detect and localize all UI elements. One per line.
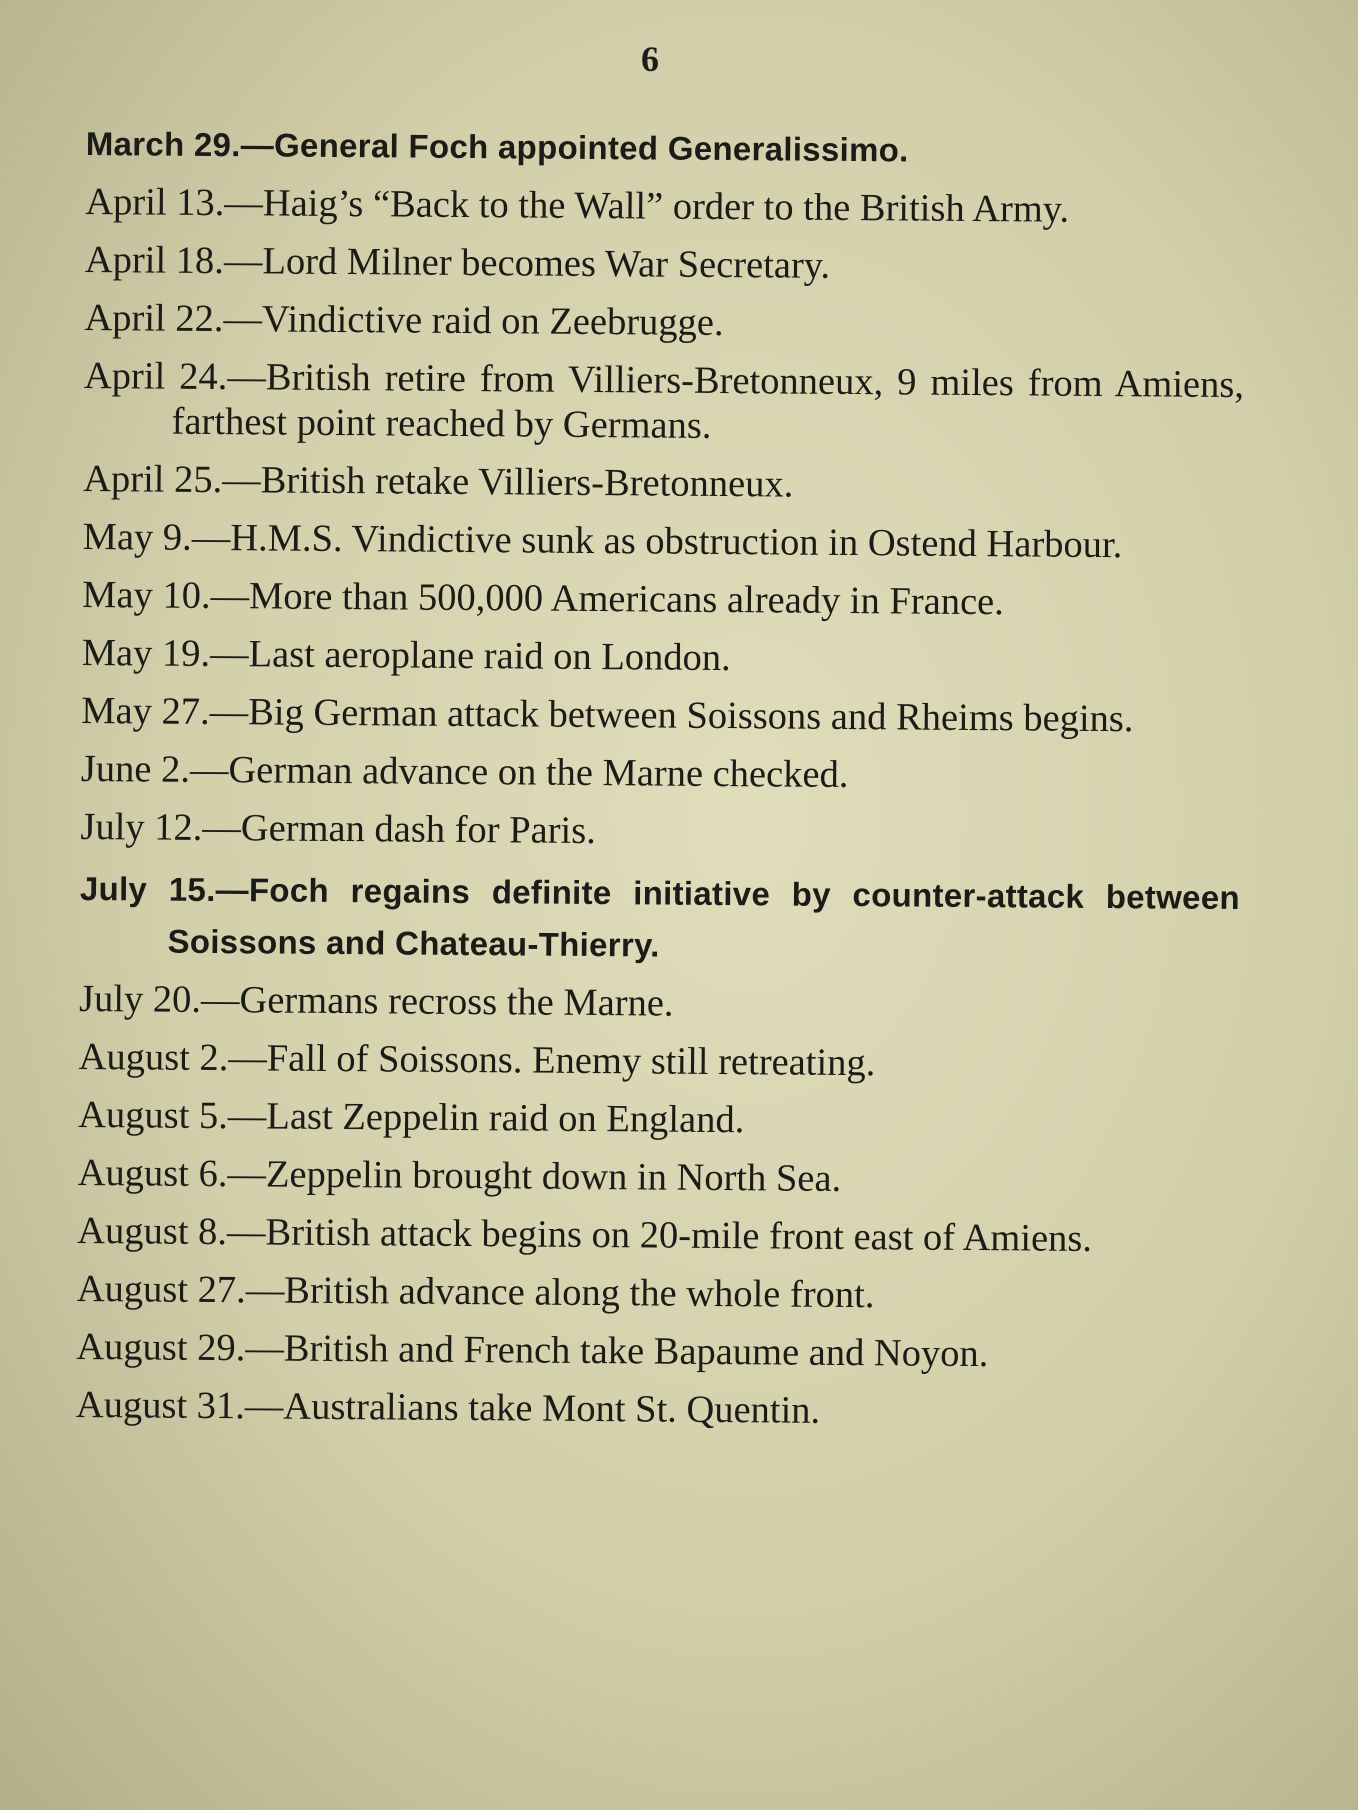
entry-text: —Last aeroplane raid on London. [209, 632, 731, 680]
entry-text: —Germans recross the Marne. [200, 978, 674, 1025]
entry-text: —British and French take Bapaume and Noyon. [245, 1327, 989, 1376]
entry-date: August 6. [77, 1151, 228, 1196]
chronology-entry [81, 747, 1241, 801]
entry-date: May 27. [81, 689, 210, 733]
entry-text: —British advance along the whole front. [245, 1269, 875, 1317]
page-number: 6 [641, 39, 659, 79]
chronology-entry [82, 631, 1242, 685]
entry-date: July 15. [79, 869, 216, 909]
chronology-entry [82, 573, 1242, 627]
chronology-entry [83, 457, 1243, 511]
entry-date: April 13. [85, 180, 225, 225]
entry-text: —Haig’s “Back to the Wall” order to the British Army. [224, 182, 1070, 231]
entry-date: July 12. [80, 805, 203, 849]
entry-text: —Big German attack between Soissons and Rheims begins. [209, 690, 1134, 741]
entry-date: July 20. [78, 977, 202, 1021]
chronology-entry [86, 118, 1246, 179]
entry-text: —German dash for Paris. [202, 806, 596, 853]
chronology-entry [81, 689, 1241, 743]
entry-date: June 2. [80, 747, 191, 791]
chronology-entry [77, 1267, 1237, 1321]
entry-text: —British retake Villiers-Bretonneux. [222, 459, 794, 506]
entry-text: —General Foch appointed Generalissimo. [240, 126, 909, 169]
entry-date: April 22. [84, 296, 224, 341]
entry-date: May 9. [82, 515, 192, 559]
chronology-entry [85, 238, 1245, 292]
chronology-entry [78, 1151, 1238, 1205]
entry-date: April 18. [84, 238, 225, 283]
entry-date: August 29. [76, 1325, 246, 1370]
chronology-entry [80, 805, 1240, 859]
chronology-entry [84, 296, 1244, 350]
chronology-entry [76, 1383, 1236, 1437]
entry-text: —British attack begins on 20-mile front east of Amiens. [226, 1211, 1093, 1260]
entry-date: August 5. [78, 1093, 229, 1138]
chronology-entry [83, 515, 1243, 569]
entry-text: —Lord Milner becomes War Secretary. [223, 240, 831, 287]
entry-text: —Fall of Soissons. Enemy still retreating. [228, 1037, 876, 1085]
entry-date: August 8. [77, 1209, 228, 1254]
chronology-entry [76, 1325, 1236, 1379]
chronology-list [76, 118, 1246, 1450]
entry-date: April 24. [83, 354, 228, 399]
chronology-entry [78, 1035, 1238, 1089]
entry-text: —Last Zeppelin raid on England. [227, 1095, 745, 1142]
entry-date: May 19. [81, 631, 211, 675]
entry-text: —Vindictive raid on Zeebrugge. [223, 298, 724, 345]
entry-date: March 29. [85, 124, 241, 164]
chronology-entry [79, 977, 1239, 1031]
entry-date: August 31. [75, 1383, 246, 1428]
chronology-entry [78, 1093, 1238, 1147]
entry-date: May 10. [82, 573, 211, 617]
chronology-entry [79, 863, 1240, 976]
entry-text: —More than 500,000 Americans already in France. [210, 574, 1005, 624]
entry-text: —Foch regains definite initiative by counter-attack between Soissons and Chateau-Thierry. [167, 871, 1241, 964]
entry-text: —H.M.S. Vindictive sunk as obstruction in Ostend Harbour. [191, 516, 1123, 567]
entry-date: August 27. [76, 1267, 246, 1312]
chronology-entry [85, 180, 1245, 234]
entry-text: —British retire from Villiers-Bretonneux, 9 miles from Amiens, farthest point reached by Germans. [171, 356, 1245, 447]
entry-date: April 25. [82, 457, 223, 502]
entry-text: —Australians take Mont St. Quentin. [244, 1385, 821, 1432]
entry-text: —Zeppelin brought down in North Sea. [227, 1153, 842, 1200]
chronology-entry [83, 354, 1244, 453]
entry-date: August 2. [78, 1035, 229, 1080]
entry-text: —German advance on the Marne checked. [189, 748, 849, 797]
chronology-entry [77, 1209, 1237, 1263]
